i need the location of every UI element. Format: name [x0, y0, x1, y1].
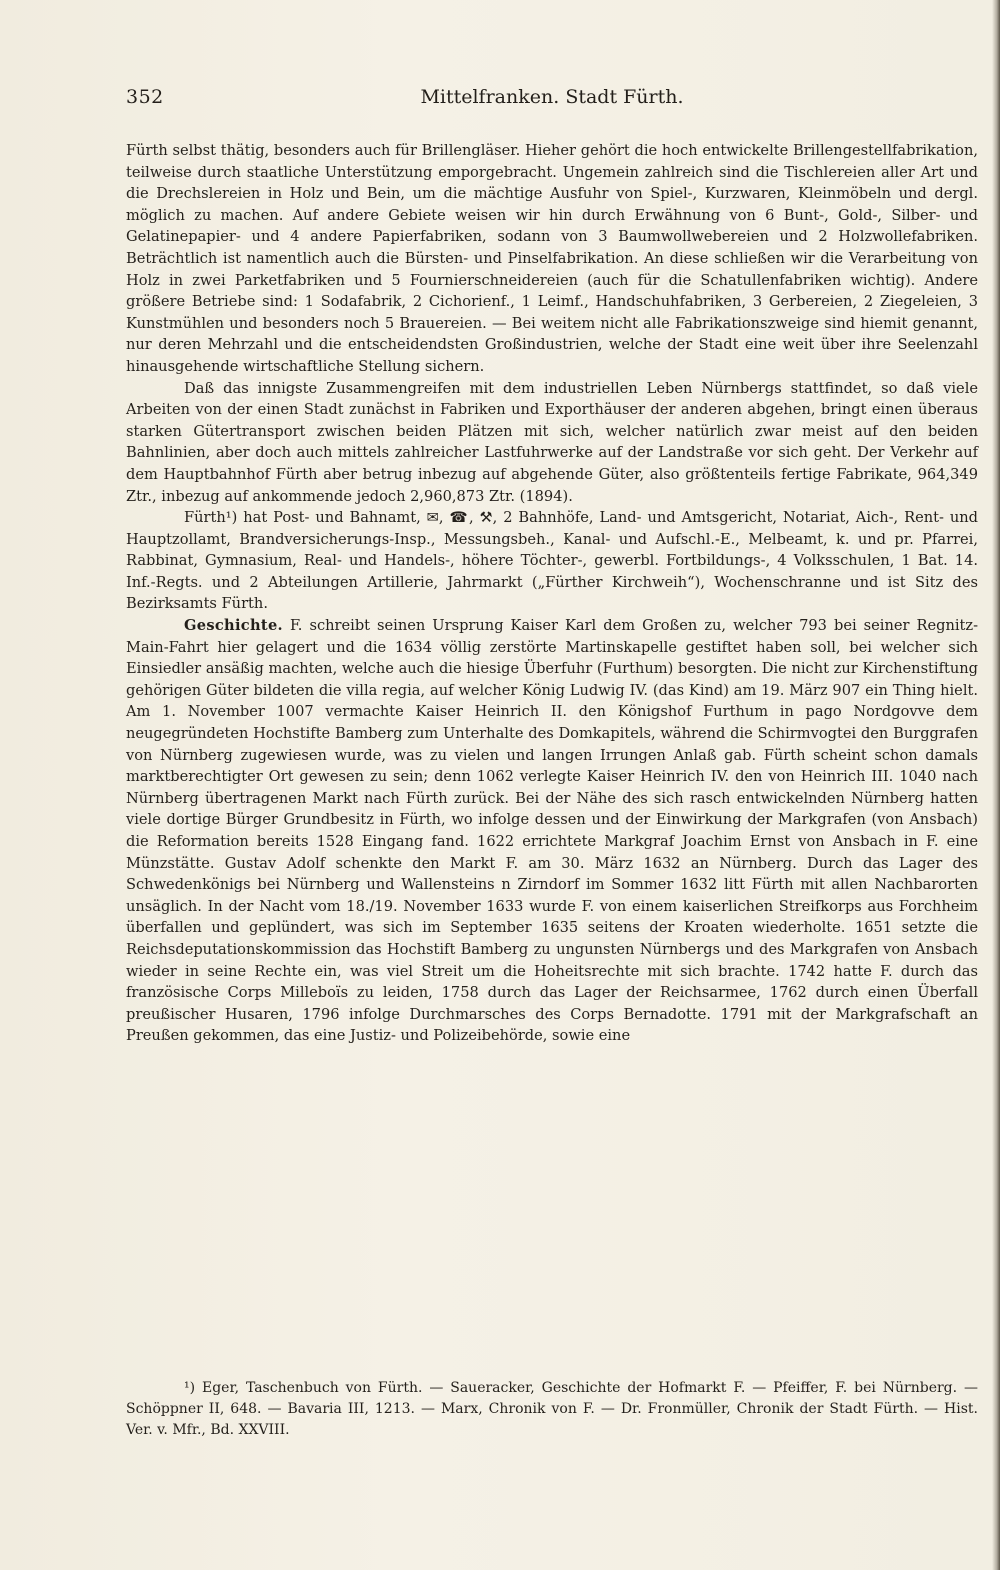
paragraph-traffic: Daß das innigste Zusammengreifen mit dem industriellen Leben Nürnbergs stattfindet, so daß viele Arbeiten von der einen Stadt zunächst in Fabriken und Exporthäuser der anderen abgehen, bringt einen überaus starken Gütertransport zwischen beiden Plätzen mit sich, welcher natürlich zwar meist auf den beiden Bahnlinien, aber doch auch mittels zahlreicher Lastfuhrwerke auf der Landstraße vor sich geht. Der Verkehr auf dem Hauptbahnhof Fürth aber betrug inbezug auf abgehende Güter, also größtenteils fertige Fabrikate, 964,349 Ztr., inbezug auf ankommende jedoch 2,960,873 Ztr. (1894). — [126, 379, 978, 505]
history-text: F. schreibt seinen Ursprung Kaiser Karl dem Großen zu, welcher 793 bei seiner Regnitz-Main-Fahrt hier gelagert und die 1634 völlig zerstörte Martinskapelle gestiftet haben soll, bei welcher sich Einsiedler ansäßig machten, welche auch die hiesige Überfuhr (Furthum) besorgten. Die nicht zur Kirchenstiftung gehörigen Güter bildeten die villa regia, auf welcher König Ludwig IV. (das Kind) am 19. März 907 ein Thing hielt. Am 1. November 1007 vermachte Kaiser Heinrich II. den Königshof Furthum in pago Nordgovve dem neugegründeten Hochstifte Bamberg zum Unterhalte des Domkapitels, während die Schirmvogtei den Burggrafen von Nürnberg zugewiesen wurde, was zu vielen und langen Irrungen Anlaß gab. Fürth scheint schon damals marktberechtigter Ort gewesen zu sein; denn 1062 verlegte Kaiser Heinrich IV. den von Heinrich III. 1040 nach Nürnberg übertragenen Markt nach Fürth zurück. Bei der Nähe des sich rasch entwickelnden Nürnberg hatten viele dortige Bürger Grundbesitz in Fürth, wo infolge dessen und der Einwirkung der Markgrafen (von Ansbach) die Reformation bereits 1528 Eingang fand. 1622 errichtete Markgraf Joachim Ernst von Ansbach in F. eine Münzstätte. Gustav Adolf schenkte den Markt F. am 30. März 1632 an Nürnberg. Durch das Lager des Schwedenkönigs bei Nürnberg und Wallensteins n Zirndorf im Sommer 1632 litt Fürth mit allen Nachbarorten unsäglich. In der Nacht vom 18./19. November 1633 wurde F. von einem kaiserlichen Streifkorps aus Forchheim überfallen und geplündert, was sich im September 1635 seitens der Kroaten wiederholte. 1651 setzte die Reichsdeputationskommission das Hochstift Bamberg zu ungunsten Nürnbergs und des Markgrafen von Ansbach wieder in seine Rechte ein, was viel Streit um die Hoheitsrechte mit sich brachte. 1742 hatte F. durch das französische Corps Milleboïs zu leiden, 1758 durch das Lager der Reichsarmee, 1762 durch einen Überfall preußischer Husaren, 1796 infolge Durchmarsches des Corps Bernadotte. 1791 mit der Markgrafschaft an Preußen gekommen, das eine Justiz- und Polizeibehörde, sowie eine — [126, 617, 978, 1045]
body-text — [126, 140, 978, 1047]
page-header — [126, 86, 978, 116]
running-title: Mittelfranken. Stadt Fürth. — [420, 86, 684, 108]
paragraph-institutions: Fürth¹) hat Post- und Bahnamt, ✉, ☎, ⚒, 2 Bahnhöfe, Land- und Amtsgericht, Notariat, Aich-, Rent- und Hauptzollamt, Brandversicherungs-Insp., Messungsbeh., Kanal- und Aufschl.-E., Melbeamt, k. und pr. Pfarrei, Rabbinat, Gymnasium, Real- und Handels-, höhere Töchter-, gewerbl. Fortbildungs-, 4 Volksschulen, 1 Bat. 14. Inf.-Regts. und 2 Abteilungen Artillerie, Jahrmarkt („Fürther Kirchweih“), Wochenschranne und ist Sitz des Bezirksamts Fürth. — [126, 509, 978, 613]
paragraph-history — [126, 615, 978, 1047]
section-heading-history: Geschichte. — [184, 617, 283, 635]
footnote-1: ¹) Eger, Taschenbuch von Fürth. — Saueracker, Geschichte der Hofmarkt F. — Pfeiffer, F. bei Nürnberg. — Schöppner II, 648. — Bavaria III, 1213. — Marx, Chronik von F. — Dr. Fronmüller, Chronik der Stadt Fürth. — Hist. Ver. v. Mfr., Bd. XXVIII. — [126, 1380, 978, 1438]
footnotes — [126, 1378, 978, 1441]
page-edge-shadow — [992, 0, 1000, 1570]
page-number: 352 — [126, 86, 164, 108]
paragraph-industry: Fürth selbst thätig, besonders auch für Brillengläser. Hieher gehört die hoch entwickelte Brillengestellfabrikation, teilweise durch staatliche Unterstützung emporgebracht. Ungemein zahlreich sind die Tischlereien aller Art und die Drechslereien in Holz und Bein, um die mächtige Ausfuhr von Spiel-, Kurzwaren, Kleinmöbeln und dergl. möglich zu machen. Auf andere Gebiete weisen wir hin durch Erwähnung von 6 Bunt-, Gold-, Silber- und Gelatinepapier- und 4 andere Papierfabriken, sodann von 3 Baumwollwebereien und 2 Holzwollefabriken. Beträchtlich ist namentlich auch die Bürsten- und Pinselfabrikation. An diese schließen wir die Verarbeitung von Holz in zwei Parketfabriken und 5 Fournierschneidereien (auch für die Schatullenfabriken wichtig). Andere größere Betriebe sind: 1 Sodafabrik, 2 Cichorienf., 1 Leimf., Handschuhfabriken, 3 Gerbereien, 2 Ziegeleien, 3 Kunstmühlen und besonders noch 5 Brauereien. — Bei weitem nicht alle Fabrikationszweige sind hiemit genannt, nur deren Mehrzahl und die entscheidendsten Großindustrien, welche der Stadt eine weit über ihre Seelenzahl hinausgehende wirtschaftliche Stellung sichern. — [126, 142, 978, 375]
